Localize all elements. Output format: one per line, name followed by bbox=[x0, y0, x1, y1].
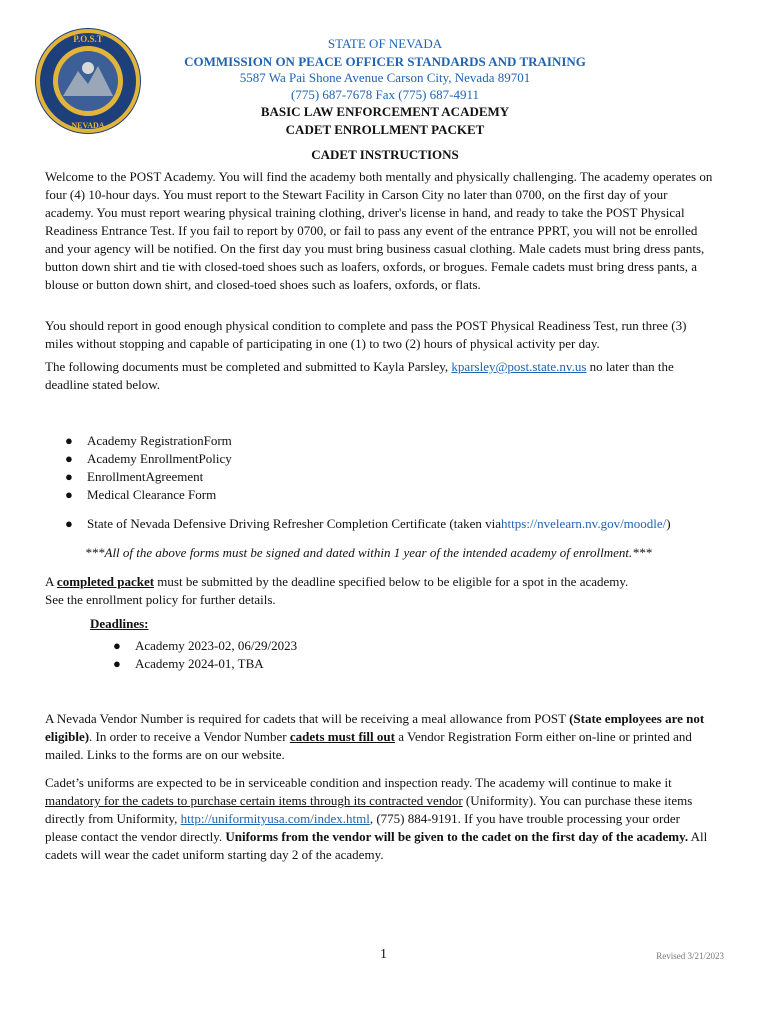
packet-text-a: A bbox=[45, 574, 57, 589]
uniformity-link[interactable]: http://uniformityusa.com/index.html bbox=[180, 811, 370, 826]
academy-title: BASIC LAW ENFORCEMENT ACADEMY bbox=[260, 104, 510, 119]
deadline-item: Academy 2023-02, 06/29/2023 bbox=[135, 638, 298, 653]
form-name: Medical Clearance Form bbox=[87, 487, 217, 502]
signed-note: ***All of the above forms must be signed and dated within 1 year of the intended academy of enrollment.*** bbox=[85, 545, 652, 560]
list-item: ● Medical Clearance Form bbox=[65, 487, 217, 502]
form-name: EnrollmentAgreement bbox=[87, 469, 204, 484]
packet-text-rest: must be submitted by the deadline specified below to be eligible for a spot in the academy. bbox=[154, 574, 629, 589]
uniform-text-d: , (775) 884-9191. If you have trouble processing your order please contact the vendor directly. bbox=[45, 811, 680, 844]
uniform-emphasis: Uniforms from the vendor will be given to the cadet on the first day of the academy. bbox=[225, 829, 689, 844]
moodle-link[interactable]: https://nvelearn.nv.gov/moodle/ bbox=[501, 516, 667, 531]
uniform-paragraph bbox=[45, 774, 715, 864]
form-name: Academy EnrollmentPolicy bbox=[87, 451, 232, 466]
uniform-mandatory: mandatory for the cadets to purchase certain items through its contracted vendor bbox=[45, 793, 463, 808]
uniform-text-a: Cadet’s uniforms are expected to be in serviceable condition and inspection ready. The academy will continue to make it bbox=[45, 775, 672, 790]
email-link[interactable]: kparsley@post.state.nv.us bbox=[451, 359, 587, 374]
list-item: ● Academy RegistrationForm bbox=[65, 433, 232, 448]
page-number: 1 bbox=[380, 947, 387, 962]
instructions-title: CADET INSTRUCTIONS bbox=[311, 147, 459, 162]
uniform-text-c: (Uniformity). You can purchase these items directly from Uniformity, bbox=[45, 793, 693, 826]
list-item: ● Academy EnrollmentPolicy bbox=[65, 451, 232, 466]
list-item: ● Academy 2024-01, TBA bbox=[113, 656, 264, 671]
vendor-must-fill: cadets must fill out bbox=[289, 729, 395, 744]
uniform-text-f: All cadets will wear the cadet uniform starting day 2 of the academy. bbox=[45, 829, 708, 862]
vendor-text-e: a Vendor Registration Form either on-line or printed and mailed. Links to the forms are on our website. bbox=[45, 729, 692, 762]
documents-paragraph bbox=[45, 358, 715, 394]
vendor-paragraph bbox=[45, 710, 715, 764]
list-item: ● EnrollmentAgreement bbox=[65, 469, 204, 484]
revised-date: Revised 3/21/2023 bbox=[656, 951, 724, 961]
address: 5587 Wa Pai Shone Avenue Carson City, Nevada 89701 bbox=[239, 70, 531, 85]
certificate-item: ● State of Nevada Defensive Driving Refresher Completion Certificate (taken viahttps://nvelearn.nv.gov/moodle/) bbox=[65, 516, 671, 531]
form-name: Academy RegistrationForm bbox=[87, 433, 232, 448]
certificate-text: State of Nevada Defensive Driving Refresher Completion Certificate (taken via bbox=[87, 516, 502, 531]
documents-text: The following documents must be completed and submitted to Kayla Parsley, bbox=[45, 359, 452, 374]
commission-title: COMMISSION ON PEACE OFFICER STANDARDS AND TRAINING bbox=[184, 54, 586, 69]
certificate-close: ) bbox=[666, 516, 671, 531]
deadlines-list bbox=[113, 637, 297, 673]
physical-paragraph: You should report in good enough physical condition to complete and pass the POST Physical Readiness Test, run three (3) miles without stopping and capable of participating in one (1) to two (2) hours of physical activity per day. bbox=[45, 318, 687, 351]
phone-fax: (775) 687-7678 Fax (775) 687-4911 bbox=[291, 87, 479, 102]
vendor-text-c: . In order to receive a Vendor Number bbox=[89, 729, 290, 744]
vendor-emphasis: (State employees are not eligible) bbox=[45, 711, 705, 744]
packet-text-line2: See the enrollment policy for further details. bbox=[45, 592, 276, 607]
vendor-text-a: A Nevada Vendor Number is required for cadets that will be receiving a meal allowance from POST bbox=[45, 711, 570, 726]
seal-top-text: P.O.S.T bbox=[73, 34, 103, 44]
list-item: ● Academy 2023-02, 06/29/2023 bbox=[113, 638, 298, 653]
seal-bottom-text: NEVADA bbox=[71, 121, 105, 130]
state-title: STATE OF NEVADA bbox=[327, 36, 443, 51]
packet-title: CADET ENROLLMENT PACKET bbox=[285, 122, 485, 137]
welcome-paragraph: Welcome to the POST Academy. You will find the academy both mentally and physically challenging. The academy operates on four (4) 10-hour days. You must report to the Stewart Facility in Carson City no later than 0700, on the first day of your academy. You must report wearing physical training clothing, driver's license in hand, and ready to take the POST Physical Readiness Entrance Test. If you fail to report by 0700, or fail to pass any event of the entrance PPRT, you will not be enrolled and your agency will be notified. On the first day you must bring business casual clothing. Male cadets must bring dress pants, button down shirt and tie with closed-toed shoes such as loafers, oxfords, or brogues. Female cadets must bring dress pants, a blouse or button down shirt, and closed-toed shoes such as loafers, oxfords, or flats. bbox=[45, 169, 713, 292]
forms-list bbox=[65, 432, 232, 504]
deadline-item: Academy 2024-01, TBA bbox=[135, 656, 264, 671]
deadlines-title: Deadlines: bbox=[90, 616, 149, 631]
packet-paragraph bbox=[45, 573, 715, 609]
documents-text-after: no later than the deadline stated below. bbox=[45, 359, 674, 392]
completed-packet-emphasis: completed packet bbox=[56, 574, 155, 589]
